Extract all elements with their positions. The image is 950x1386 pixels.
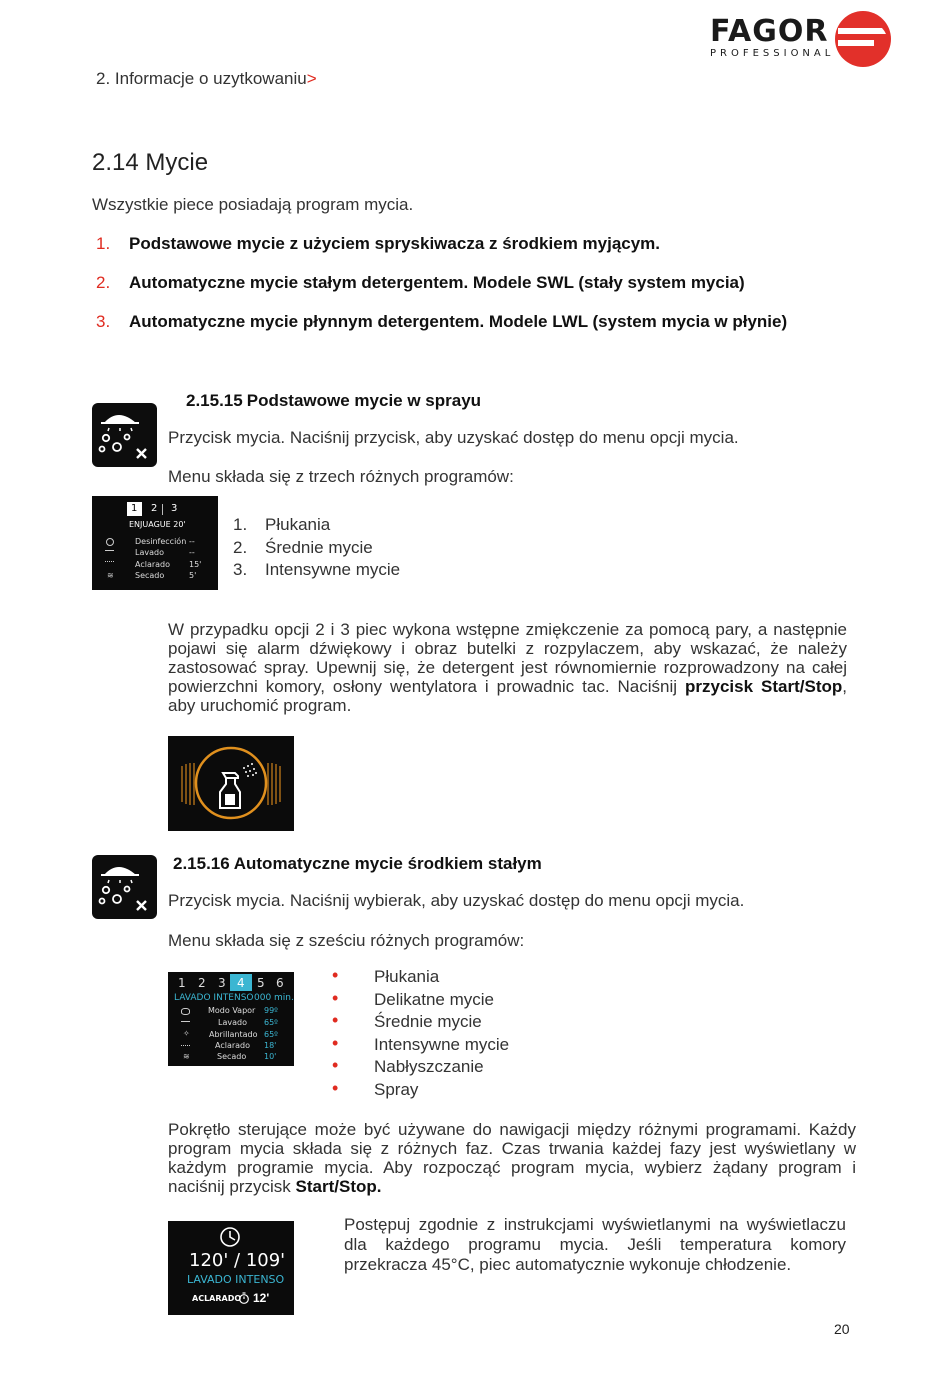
logo-name: FAGOR xyxy=(710,14,829,49)
heading-number: 2.15.15 xyxy=(186,391,243,410)
paragraph-text: , aby uruchomić program. xyxy=(168,677,847,715)
paragraph xyxy=(168,620,847,715)
paragraph-text: Pokrętło sterujące może być używane do nawigacji między różnymi programami. Każdy program mycia składa się z różnych faz. Czas trwania każdej fazy jest wyświetlany w każdym programie mycia. Aby rozpocząć program mycia, wybierz żądany program i naciśnij przycisk xyxy=(168,1120,856,1196)
shower-icon xyxy=(92,855,157,919)
wash-icon xyxy=(105,550,114,554)
tab-4: 4 xyxy=(237,976,245,990)
bullet-list xyxy=(332,965,510,1102)
bullet-icon: • xyxy=(332,987,339,1008)
row-label: Abrillantado xyxy=(209,1030,258,1039)
fagor-emblem-icon xyxy=(834,10,892,68)
tab-1: 1 xyxy=(131,503,138,514)
list-text: Intensywne mycie xyxy=(265,560,401,579)
list-item xyxy=(96,273,787,312)
list-number: 2. xyxy=(233,537,248,557)
row-value: 5' xyxy=(189,571,197,580)
row-label: Aclarado xyxy=(215,1041,251,1050)
timer-phase: ACLARADO xyxy=(192,1294,242,1303)
row-value: 18' xyxy=(264,1041,277,1050)
breadcrumb-arrow: > xyxy=(306,69,317,88)
row-label: Secado xyxy=(135,571,165,580)
row-value: -- xyxy=(189,537,195,546)
list-item xyxy=(332,1032,510,1058)
screen-title: ENJUAGUE 20' xyxy=(129,520,186,529)
heading-text: Automatyczne mycie środkiem stałym xyxy=(233,854,542,873)
list-item xyxy=(332,1055,509,1080)
timer-program: LAVADO INTENSO xyxy=(187,1273,285,1286)
menu-screen-3-programs xyxy=(92,496,218,590)
row-value: 15' xyxy=(189,560,202,569)
subsection-heading xyxy=(186,391,481,411)
wash-button-icon xyxy=(92,855,157,919)
shine-icon: ✧ xyxy=(183,1029,190,1038)
paragraph-bold: przycisk Start/Stop xyxy=(685,677,843,696)
list-text: Płukania xyxy=(265,515,331,534)
row-label: Lavado xyxy=(135,548,164,557)
paragraph: Menu składa się z trzech różnych programów: xyxy=(168,467,514,486)
list-item xyxy=(96,312,787,351)
list-text: Płukania xyxy=(374,967,440,986)
row-value: 99º xyxy=(264,1006,278,1015)
paragraph-bold: Start/Stop. xyxy=(295,1177,382,1196)
clock-icon xyxy=(219,1226,241,1248)
bullet-icon: • xyxy=(332,1010,339,1030)
fagor-logo xyxy=(706,10,896,72)
tab-1: 1 xyxy=(178,976,186,990)
shower-icon xyxy=(92,403,157,467)
heading-number: 2.15.16 xyxy=(173,854,230,873)
section-title: 2.14 Mycie xyxy=(92,149,209,176)
menu-screen-6-programs xyxy=(168,972,294,1066)
list-item xyxy=(332,987,509,1013)
tab-2: 2 xyxy=(198,976,206,990)
row-value: 65º xyxy=(264,1030,278,1039)
tab-3: 3 xyxy=(171,503,178,514)
row-value: -- xyxy=(189,548,195,557)
timer-screen xyxy=(168,1221,294,1315)
list-number: 3. xyxy=(233,560,248,579)
heading-text: Podstawowe mycie w sprayu xyxy=(246,391,482,410)
wash-button-icon xyxy=(92,403,157,467)
subsection-heading xyxy=(173,854,542,874)
page-number: 20 xyxy=(834,1321,850,1337)
list-text: Intensywne mycie xyxy=(374,1034,510,1054)
spray-alert-screen xyxy=(168,736,294,831)
paragraph: Przycisk mycia. Naciśnij przycisk, aby uzyskać dostęp do menu opcji mycia. xyxy=(168,428,739,447)
list-text: Delikatne mycie xyxy=(374,989,494,1009)
bullet-icon: • xyxy=(332,1077,339,1098)
steam-icon xyxy=(106,538,114,546)
tab-3: 3 xyxy=(218,976,226,990)
list-number: 2. xyxy=(96,273,111,292)
bullet-icon: • xyxy=(332,965,339,985)
program-list xyxy=(233,514,400,582)
rinse-icon xyxy=(181,1045,190,1049)
breadcrumb-text: 2. Informacje o uzytkowaniu xyxy=(96,69,307,88)
tab-5: 5 xyxy=(257,976,265,990)
list-text: Średnie mycie xyxy=(265,537,373,557)
list-number: 1. xyxy=(233,515,248,534)
paragraph: Menu składa się z sześciu różnych programów: xyxy=(168,931,525,950)
row-label: Secado xyxy=(217,1052,247,1061)
list-text: Podstawowe mycie z użyciem spryskiwacza z środkiem myjącym. xyxy=(129,234,661,253)
list-item xyxy=(332,965,509,990)
row-label: Aclarado xyxy=(135,560,171,569)
timer-phase-time: 12' xyxy=(253,1291,270,1305)
list-text: Automatyczne mycie płynnym detergentem. Modele LWL (system mycia w płynie) xyxy=(129,312,788,331)
list-item xyxy=(332,1010,509,1035)
list-item xyxy=(233,559,400,582)
list-item xyxy=(332,1077,509,1103)
list-item xyxy=(96,234,787,273)
breadcrumb xyxy=(96,69,317,89)
logo-sub: PROFESSIONAL xyxy=(710,48,835,59)
screen-time: 000 min. xyxy=(254,993,294,1003)
dry-icon: ≋ xyxy=(107,571,114,580)
steam-icon xyxy=(181,1008,190,1015)
rinse-icon xyxy=(105,561,114,565)
list-number: 1. xyxy=(96,234,111,253)
timer-value: 120' / 109' xyxy=(189,1250,286,1271)
row-label: Modo Vapor xyxy=(208,1006,256,1015)
row-value: 10' xyxy=(264,1052,277,1061)
section-intro: Wszystkie piece posiadają program mycia. xyxy=(92,195,414,214)
list-text: Automatyczne mycie stałym detergentem. Modele SWL (stały system mycia) xyxy=(129,273,745,292)
spray-bottle-icon xyxy=(168,736,294,831)
bullet-icon: • xyxy=(332,1032,339,1053)
screen-title: LAVADO INTENSO xyxy=(174,993,254,1003)
paragraph xyxy=(168,1120,856,1196)
list-number: 3. xyxy=(96,312,111,331)
list-text: Średnie mycie xyxy=(374,1012,482,1031)
paragraph: Przycisk mycia. Naciśnij wybierak, aby uzyskać dostęp do menu opcji mycia. xyxy=(168,891,745,910)
tab-2: 2 xyxy=(151,503,158,514)
list-text: Nabłyszczanie xyxy=(374,1057,484,1076)
list-item xyxy=(233,514,400,537)
row-label: Lavado xyxy=(218,1018,247,1027)
tab-divider xyxy=(162,504,163,515)
paragraph: Postępuj zgodnie z instrukcjami wyświetlanymi na wyświetlaczu dla każdego programu mycia. Jeśli temperatura komory przekracza 45°C, piec automatycznie wykonuje chłodzenie. xyxy=(344,1215,846,1274)
numbered-list xyxy=(96,234,787,351)
row-value: 65º xyxy=(264,1018,278,1027)
dry-icon: ≋ xyxy=(183,1052,190,1061)
stopwatch-icon xyxy=(238,1292,250,1304)
bullet-icon: • xyxy=(332,1055,339,1075)
list-text: Spray xyxy=(374,1079,419,1099)
list-item xyxy=(233,537,400,560)
wash-icon xyxy=(181,1021,190,1025)
row-label: Desinfección xyxy=(135,537,187,546)
paragraph-text: W przypadku opcji 2 i 3 piec wykona wstępne zmiękczenie za pomocą pary, a następnie pojawi się alarm dźwiękowy i obraz butelki z rozpylaczem, aby wskazać, że należy zastosować spray. Upewnij się, że detergent jest równomiernie rozprowadzony na całej powierzchni komory, osłony wentylatora i prowadnic tac. Naciśnij xyxy=(168,620,847,696)
tab-6: 6 xyxy=(276,976,284,990)
